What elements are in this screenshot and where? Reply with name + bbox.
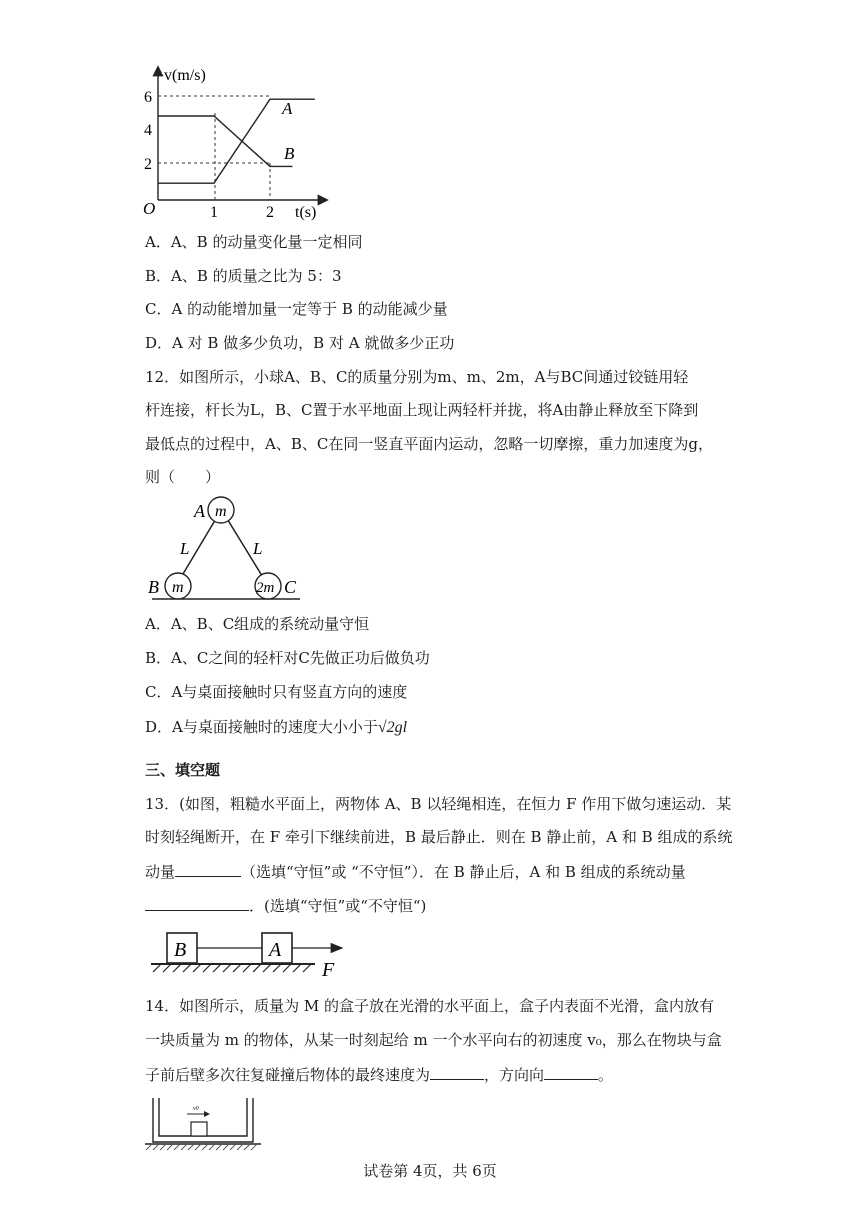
x-axis-label: t(s) (295, 204, 317, 221)
q14-line3-mid: ，方向向 (484, 1066, 545, 1084)
small-block (191, 1122, 207, 1136)
y-tick-6: 6 (144, 89, 152, 106)
box-figure (143, 1094, 263, 1152)
q14-stem-line2: 一块质量为 m 的物体，从某一时刻起给 m 一个水平向右的初速度 v₀，那么在物块与盒 (145, 1031, 722, 1049)
section-title: 三、填空题 (145, 761, 221, 779)
q13-line3-end: （选填“守恒”或 “不守恒”）．在 B 静止后，A 和 B 组成的系统动量 (241, 863, 686, 881)
q11-option-a: A．A、B 的动量变化量一定相同 (145, 233, 363, 251)
q14-line3-end: 。 (598, 1066, 614, 1084)
q12-option-b: B．A、C之间的轻杆对C先做正功后做负功 (145, 649, 430, 667)
q14-stem-line3 (145, 1064, 613, 1085)
q14-line3-start: 子前后壁多次往复碰撞后物体的最终速度为 (145, 1066, 431, 1084)
ball-b-mass: m (172, 579, 184, 596)
q12-stem-line1: 12．如图所示，小球A、B、C的质量分别为m、m、2m，A与BC间通过铰链用轻 (145, 368, 689, 386)
series-b-label: B (284, 144, 295, 163)
floor-hatching (153, 964, 311, 972)
q13-stem-line1: 13．(如图，粗糙水平面上，两物体 A、B 以轻绳相连，在恒力 F 作用下做匀速运动．某 (145, 795, 732, 813)
x-tick-1: 1 (210, 204, 218, 221)
q14-stem-line1: 14．如图所示，质量为 M 的盒子放在光滑的水平面上，盒子内表面不光滑，盒内放有 (145, 997, 714, 1015)
q12-option-d (145, 717, 407, 738)
rod-right-length: L (253, 539, 263, 558)
q12-option-c: C．A与桌面接触时只有竖直方向的速度 (145, 683, 408, 701)
x-tick-2: 2 (266, 204, 274, 221)
y-tick-4: 4 (144, 122, 152, 139)
series-a-label: A (282, 99, 293, 118)
q12-stem-line4: 则（ ） (145, 468, 221, 486)
answer-blank-1[interactable] (175, 861, 241, 877)
q12-stem-line3: 最低点的过程中，A、B、C在同一竖直平面内运动，忽略一切摩擦，重力加速度为g， (145, 435, 713, 453)
rod-left-length: L (180, 539, 190, 558)
origin-label: O (143, 199, 156, 218)
q11-option-b: B．A、B 的质量之比为 5：3 (145, 267, 342, 285)
q12-option-a: A．A、B、C组成的系统动量守恒 (145, 615, 370, 633)
q12-option-d-text: D．A与桌面接触时的速度大小小于 (145, 718, 378, 736)
label-c: C (284, 577, 297, 597)
force-label: F (322, 959, 335, 978)
ball-c-mass: 2m (256, 580, 275, 596)
q12-option-d-sqrt: √2gl (377, 719, 408, 736)
answer-blank-3[interactable] (430, 1064, 484, 1080)
label-b: B (148, 577, 159, 597)
page-footer: 试卷第 4页，共 6页 (363, 1162, 497, 1180)
ball-a-mass: m (215, 503, 227, 520)
series-b-line (158, 116, 292, 166)
block-b-label: B (174, 939, 187, 961)
label-a: A (194, 501, 205, 521)
q11-option-d: D．A 对 B 做多少负功，B 对 A 就做多少正功 (145, 334, 455, 352)
rod-triangle-figure (140, 494, 310, 606)
q11-option-c: C．A 的动能增加量一定等于 B 的动能减少量 (145, 300, 448, 318)
q13-line4-end: ．(选填“守恒”或“不守恒“) (249, 897, 427, 915)
floor-hatching (146, 1144, 257, 1150)
answer-blank-2[interactable] (145, 895, 249, 911)
q12-stem-line2: 杆连接，杆长为L，B、C置于水平地面上现让两轻杆并拢，将A由静止释放至下降到 (145, 401, 699, 419)
q13-stem-line2: 时刻轻绳断开，在 F 牵引下继续前进，B 最后静止．则在 B 静止前，A 和 B 组成的系统 (145, 828, 733, 846)
block-a-label: A (269, 939, 282, 961)
q13-stem-line3 (145, 861, 686, 882)
blocks-figure (145, 926, 355, 978)
y-axis-label: v(m/s) (164, 67, 206, 84)
q13-stem-line4 (145, 895, 426, 916)
velocity-time-graph (138, 62, 338, 222)
y-tick-2: 2 (144, 156, 152, 173)
q13-line3-start: 动量 (145, 863, 176, 881)
answer-blank-4[interactable] (544, 1064, 598, 1080)
velocity-label: v0 (193, 1106, 199, 1112)
